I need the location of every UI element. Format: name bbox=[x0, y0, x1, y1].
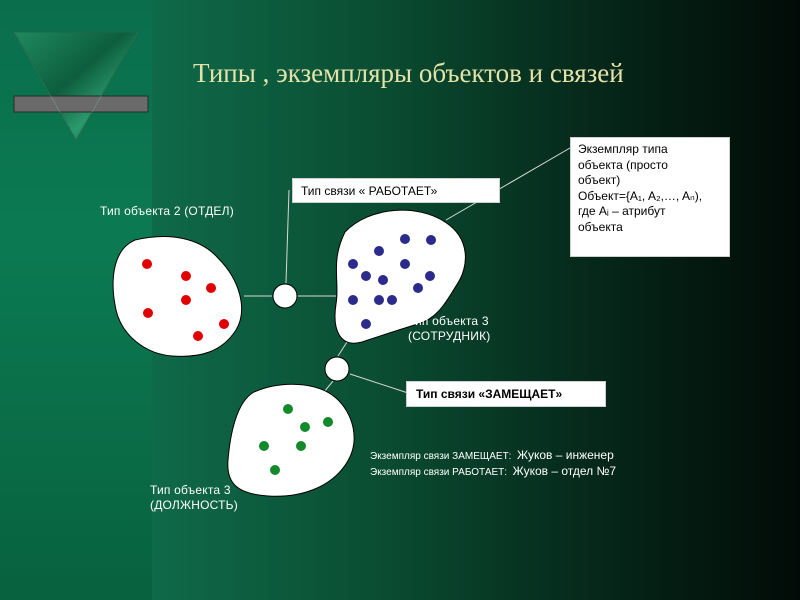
label-type-sotrudnik-line2: (СОТРУДНИК) bbox=[408, 329, 491, 343]
green-marble-triangle-icon bbox=[14, 32, 148, 140]
example-value: Жуков – инженер bbox=[517, 448, 614, 462]
example-rabotaet bbox=[370, 463, 616, 481]
slide-title: Типы , экземпляры объектов и связей bbox=[193, 58, 624, 88]
example-prefix: Экземпляр связи РАБОТАЕТ: bbox=[370, 467, 508, 478]
example-value: Жуков – отдел №7 bbox=[512, 464, 617, 478]
relation-node-rabotaet bbox=[273, 284, 297, 308]
label-type-otdel: Тип объекта 2 (ОТДЕЛ) bbox=[100, 204, 234, 218]
relation-box-rabotaet: Тип связи « РАБОТАЕТ» bbox=[292, 178, 500, 203]
label-type-dolzhnost-line2: (ДОЛЖНОСТЬ) bbox=[150, 498, 238, 512]
instance-line: Экземпляр типа bbox=[578, 142, 668, 156]
example-prefix: Экземпляр связи ЗАМЕЩАЕТ: bbox=[370, 451, 512, 462]
instance-line: Объект={A₁, A₂,…, Aₙ), bbox=[578, 188, 703, 203]
label-type-sotrudnik-line1: Тип объекта 3 bbox=[408, 314, 489, 328]
blob-dolzhnost bbox=[228, 384, 354, 496]
instance-line: объекта (просто bbox=[578, 157, 668, 172]
instance-description-box bbox=[570, 137, 730, 257]
instance-line: где Aᵢ – атрибут bbox=[578, 204, 666, 218]
logo-bar bbox=[14, 96, 148, 112]
blob-otdel bbox=[113, 237, 241, 357]
label-type-dolzhnost-line1: Тип объекта 3 bbox=[150, 483, 231, 497]
relation-box-zameshchaet: Тип связи «ЗАМЕЩАЕТ» bbox=[406, 381, 606, 407]
instance-line: объект) bbox=[578, 173, 621, 187]
relation-node-zameshchaet bbox=[325, 357, 349, 381]
instance-line: объекта bbox=[578, 219, 623, 234]
